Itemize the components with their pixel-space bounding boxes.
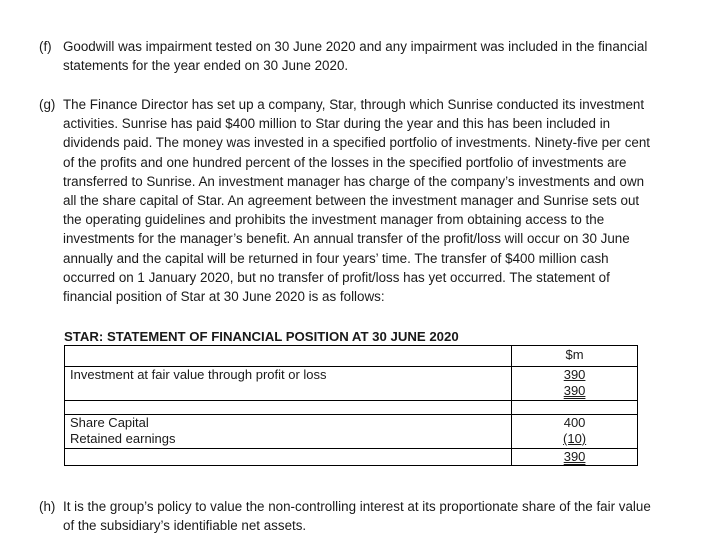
investment-value: 390	[563, 367, 586, 382]
note-h-text: It is the group’s policy to value the non-controlling interest at its proportionate share of the fair value of the subsidiary’s identifiable net assets.	[63, 499, 651, 534]
financial-position-table	[64, 345, 638, 466]
investment-label: Investment at fair value through profit or loss	[65, 367, 512, 401]
table-row-total-equity	[65, 449, 638, 466]
table-row-investment	[65, 367, 638, 401]
note-g-text: The Finance Director has set up a company, Star, through which Sunrise conducted its investment activities. Sunrise has paid $400 million to Star during the year and this has been included in dividends paid. The money was invested in a specified portfolio of investments. Ninety-five per cent of the profits and one hundred percent of the losses in the specified portfolio of investments are transferred to Sunrise. An investment manager has charge of the company’s investments and own all the share capital of Star. An agreement between the investment manager and Sunrise sets out the operating guidelines and prohibits the investment manager from obtaining access to the investments for the manager’s benefit. An annual transfer of the profit/loss will occur on 30 June annually and the capital will be returned in four years’ time. The transfer of $400 million cash occurred on 1 January 2020, but no transfer of profit/loss has yet occurred. The statement of financial position of Star at 30 June 2020 is as follows:	[63, 97, 651, 305]
share-capital-value: 400	[563, 415, 586, 430]
note-h-label: (h)	[39, 499, 56, 514]
table-row-equity	[65, 415, 638, 449]
total-equity-value: 390	[563, 449, 586, 464]
retained-earnings-label: Retained earnings	[70, 431, 176, 446]
note-h	[39, 497, 659, 535]
note-g	[39, 95, 659, 306]
total-assets-value: 390	[563, 383, 586, 398]
share-capital-label: Share Capital	[70, 415, 149, 430]
table-row-spacer	[65, 401, 638, 415]
note-g-label: (g)	[39, 97, 56, 112]
note-f-text: Goodwill was impairment tested on 30 June 2020 and any impairment was included in the financial statements for the year ended on 30 June 2020.	[63, 39, 648, 74]
table-title: STAR: STATEMENT OF FINANCIAL POSITION AT 30 JUNE 2020	[64, 329, 459, 344]
unit-header: $m	[512, 346, 638, 367]
note-f-label: (f)	[39, 39, 52, 54]
note-f	[39, 37, 659, 75]
retained-earnings-value: (10)	[563, 431, 587, 446]
table-header-row	[65, 346, 638, 367]
